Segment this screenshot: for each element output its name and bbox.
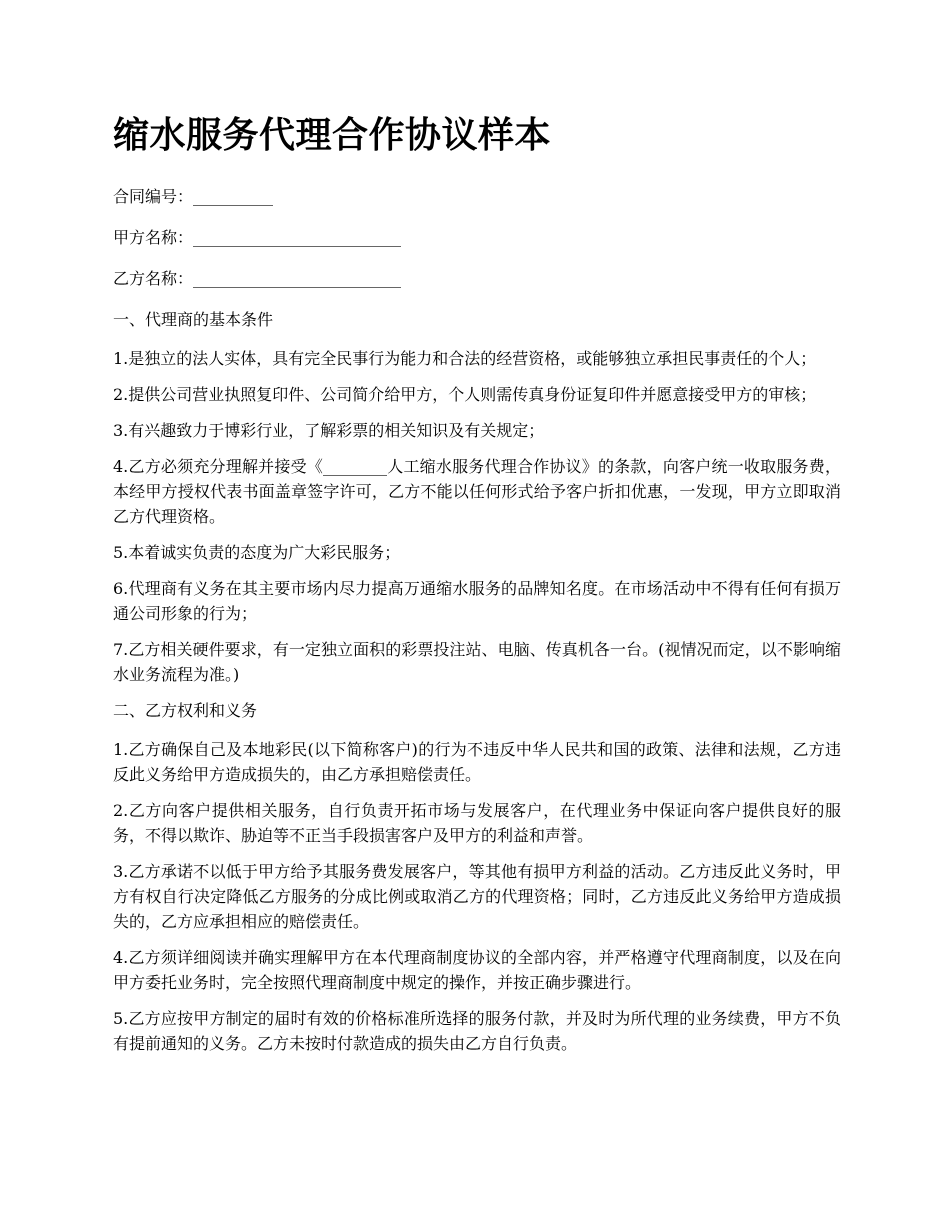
clause-paragraph: 2.乙方向客户提供相关服务，自行负责开拓市场与发展客户，在代理业务中保证向客户提供良好的服务，不得以欺诈、胁迫等不正当手段损害客户及甲方的利益和声誉。 xyxy=(113,801,841,845)
section-agent-conditions xyxy=(113,307,841,687)
clause-paragraph: 1.是独立的法人实体，具有完全民事行为能力和合法的经营资格，或能够独立承担民事责任的个人； xyxy=(113,349,817,368)
clause-paragraph: 4.乙方须详细阅读并确实理解甲方在本代理商制度协议的全部内容，并严格遵守代理商制度，以及在向甲方委托业务时，完全按照代理商制度中规定的操作，并按正确步骤进行。 xyxy=(113,948,841,992)
clause-paragraph: 1.乙方确保自己及本地彩民(以下简称客户)的行为不违反中华人民共和国的政策、法律和法规，乙方违反此义务给甲方造成损失的，由乙方承担赔偿责任。 xyxy=(113,740,841,784)
clause-paragraph: 5.乙方应按甲方制定的届时有效的价格标准所选择的服务付款，并及时为所代理的业务续费，甲方不负有提前通知的义务。乙方未按时付款造成的损失由乙方自行负责。 xyxy=(113,1009,841,1053)
clause-paragraph: 6.代理商有义务在其主要市场内尽力提高万通缩水服务的品牌知名度。在市场活动中不得有任何有损万通公司形象的行为； xyxy=(113,579,841,623)
clause-paragraph: 2.提供公司营业执照复印件、公司简介给甲方，个人则需传真身份证复印件并愿意接受甲方的审核； xyxy=(113,385,817,404)
party-b-name-field: 乙方名称：__________________________ xyxy=(113,269,402,288)
section-party-b-rights xyxy=(113,698,841,1056)
document-page xyxy=(113,112,841,1067)
clause-paragraph: 3.乙方承诺不以低于甲方给予其服务费发展客户，等其他有损甲方利益的活动。乙方违反此义务时，甲方有权自行决定降低乙方服务的分成比例或取消乙方的代理资格；同时，乙方违反此义务给甲方造成损失的，乙方应承担相应的赔偿责任。 xyxy=(113,862,841,931)
document-title: 缩水服务代理合作协议样本 xyxy=(113,115,552,156)
party-a-name-field: 甲方名称：__________________________ xyxy=(113,228,402,247)
section-heading: 二、乙方权利和义务 xyxy=(113,701,258,720)
clause-paragraph: 7.乙方相关硬件要求，有一定独立面积的彩票投注站、电脑、传真机各一台。(视情况而定，以不影响缩水业务流程为准。) xyxy=(113,640,841,684)
clause-paragraph: 4.乙方必须充分理解并接受《________人工缩水服务代理合作协议》的条款，向客户统一收取服务费，本经甲方授权代表书面盖章签字许可，乙方不能以任何形式给予客户折扣优惠，一发现，甲方立即取消乙方代理资格。 xyxy=(113,457,841,526)
clause-paragraph: 3.有兴趣致力于博彩行业，了解彩票的相关知识及有关规定； xyxy=(113,421,545,440)
clause-paragraph: 5.本着诚实负责的态度为广大彩民服务； xyxy=(113,543,401,562)
section-heading: 一、代理商的基本条件 xyxy=(113,310,274,329)
contract-number-field: 合同编号：__________ xyxy=(113,187,274,206)
contract-fields xyxy=(113,184,841,292)
